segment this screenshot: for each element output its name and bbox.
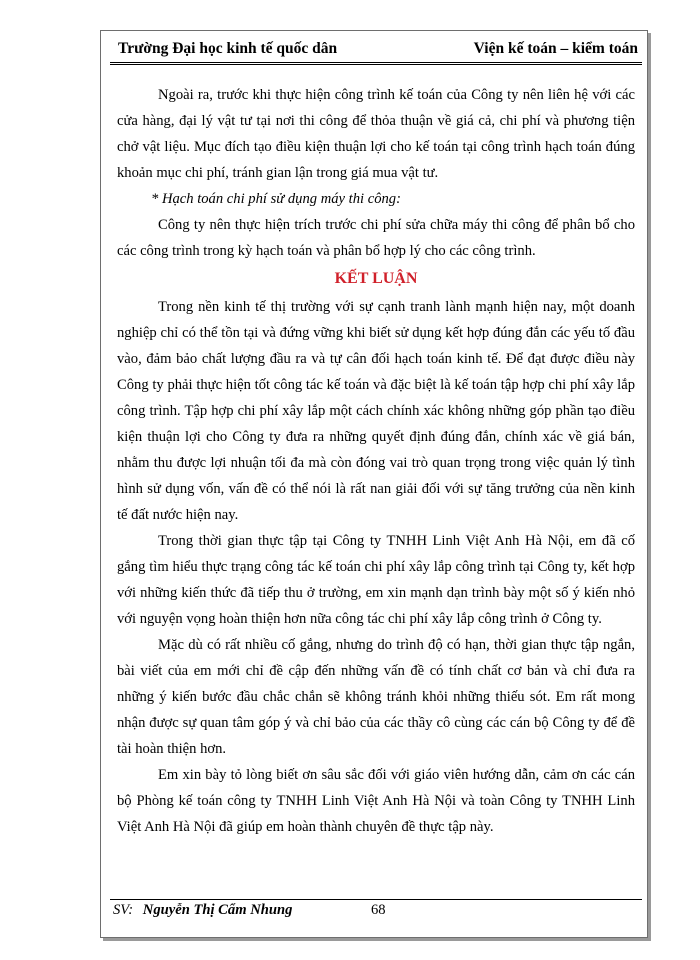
footer-sv-label: SV: (113, 902, 134, 918)
paragraph-conclusion-2: Trong thời gian thực tập tại Công ty TNHH Linh Việt Anh Hà Nội, em đã cố gắng tìm hiểu thực trạng công tác kế toán chi phí xây lắp công trình tại Công ty, kết hợp với những kiến thức đã tiếp thu ở trường, em xin mạnh dạn trình bày một số ý kiến nhỏ với nguyện vọng hoàn thiện hơn nữa công tác chi phí xây lắp công trình ở Công ty. (117, 533, 635, 627)
document-body (117, 82, 635, 840)
conclusion-title: KẾT LUẬN (334, 270, 418, 287)
page-footer (113, 902, 643, 919)
paragraph-conclusion-3: Mặc dù có rất nhiều cố gắng, nhưng do trình độ có hạn, thời gian thực tập ngắn, bài viết của em mới chỉ đề cập đến những vấn đề có tính chất cơ bản và chỉ đưa ra những ý kiến bước đầu chắc chắn sẽ không tránh khỏi những thiếu sót. Em rất mong nhận được sự quan tâm góp ý và chỉ bảo của các thầy cô cùng các cán bộ Công ty để đề tài hoàn thiện hơn. (117, 637, 635, 757)
paragraph-conclusion-1: Trong nền kinh tế thị trường với sự cạnh tranh lành mạnh hiện nay, một doanh nghiệp chỉ có thể tồn tại và đứng vững khi biết sử dụng kết hợp đúng đắn các yếu tố đầu vào, đảm bảo chất lượng đầu ra và tự cân đối hạch toán kinh tế. Để đạt được điều này Công ty phải thực hiện tốt công tác kế toán và đặc biệt là kế toán tập hợp chi phí xây lắp công trình. Tập hợp chi phí xây lắp một cách chính xác không những góp phần tạo điều kiện thuận lợi cho Công ty đưa ra những quyết định đúng đắn, chính xác về giá bán, nhằm thu được lợi nhuận tối đa mà còn đóng vai trò quan trọng trong việc quản lý tình hình sử dụng vốn, vấn đề có thể nói là rất nan giải đối với sự tăng trưởng của nền kinh tế đất nước hiện nay. (117, 299, 635, 523)
footer-divider (110, 899, 642, 900)
header-university: Trường Đại học kinh tế quốc dân (118, 40, 338, 57)
footer-student-name: Nguyễn Thị Cẩm Nhung (142, 902, 293, 918)
header-institute: Viện kế toán – kiểm toán (473, 40, 638, 57)
paragraph-acknowledgement: Em xin bày tỏ lòng biết ơn sâu sắc đối với giáo viên hướng dẫn, cảm ơn các cán bộ Phòng kế toán công ty TNHH Linh Việt Anh Hà Nội và toàn Công ty TNHH Linh Việt Anh Hà Nội đã giúp em hoàn thành chuyên đề thực tập này. (117, 767, 635, 835)
page-number: 68 (371, 902, 386, 918)
paragraph-machine-costs: Công ty nên thực hiện trích trước chi phí sửa chữa máy thi công để phân bổ cho các công trình trong kỳ hạch toán và phân bổ hợp lý cho các công trình. (117, 217, 635, 259)
paragraph-material-suppliers: Ngoài ra, trước khi thực hiện công trình kế toán của Công ty nên liên hệ với các cửa hàng, đại lý vật tư tại nơi thi công để thỏa thuận về giá cả, chi phí và phương tiện chở vật liệu. Mục đích tạo điều kiện thuận lợi cho kế toán tại công trình hạch toán đúng khoản mục chi phí, tránh gian lận trong giá mua vật tư. (117, 87, 635, 181)
page-header (110, 36, 642, 65)
subheading-machine-costs: * Hạch toán chi phí sử dụng máy thi công: (151, 191, 401, 207)
